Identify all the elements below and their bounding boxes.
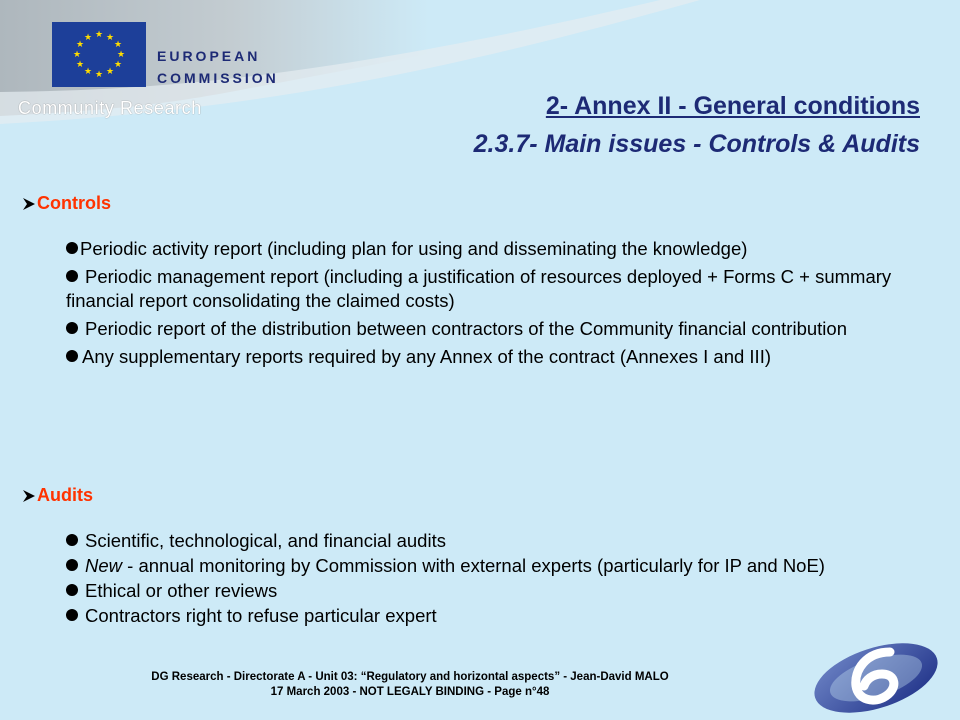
arrow-bullet-icon bbox=[22, 489, 36, 503]
list-item: Periodic report of the distribution between contractors of the Community financial contribution bbox=[66, 317, 928, 341]
new-label: New bbox=[85, 555, 123, 576]
list-item: Scientific, technological, and financial audits bbox=[66, 529, 928, 553]
controls-list bbox=[66, 237, 928, 369]
svg-text:★: ★ bbox=[83, 33, 93, 43]
bullet-icon bbox=[66, 584, 78, 596]
svg-text:★: ★ bbox=[105, 33, 115, 43]
fp6-logo-icon bbox=[808, 638, 944, 714]
logo-text-european: EUROPEAN bbox=[157, 48, 261, 64]
list-item: Ethical or other reviews bbox=[66, 579, 928, 603]
slide-subtitle: 2.3.7- Main issues - Controls & Audits bbox=[473, 130, 920, 158]
audits-heading-text: Audits bbox=[37, 485, 93, 505]
bullet-icon bbox=[66, 534, 78, 546]
svg-text:★: ★ bbox=[75, 60, 85, 70]
svg-text:★: ★ bbox=[83, 67, 93, 77]
list-item: Periodic activity report (including plan for using and disseminating the knowledge) bbox=[66, 237, 928, 261]
svg-text:★: ★ bbox=[113, 40, 123, 50]
audits-heading bbox=[22, 485, 93, 506]
bullet-icon bbox=[66, 609, 78, 621]
svg-text:★: ★ bbox=[94, 70, 104, 80]
bullet-icon bbox=[66, 350, 78, 362]
svg-text:★: ★ bbox=[75, 40, 85, 50]
eu-flag-logo bbox=[52, 22, 146, 87]
bullet-icon bbox=[66, 559, 78, 571]
svg-text:★: ★ bbox=[113, 60, 123, 70]
arrow-bullet-icon bbox=[22, 197, 36, 211]
svg-text:★: ★ bbox=[105, 67, 115, 77]
logo-text-commission: COMMISSION bbox=[157, 70, 279, 86]
footer-line-1: DG Research - Directorate A - Unit 03: “Regulatory and horizontal aspects” - Jean-David MALO bbox=[151, 671, 669, 683]
audits-list bbox=[66, 529, 928, 628]
list-item: Any supplementary reports required by any Annex of the contract (Annexes I and III) bbox=[66, 345, 928, 369]
slide-title: 2- Annex II - General conditions bbox=[545, 92, 920, 120]
svg-text:★: ★ bbox=[94, 30, 104, 40]
controls-heading-text: Controls bbox=[37, 193, 111, 213]
svg-text:★: ★ bbox=[72, 50, 82, 60]
bullet-icon bbox=[66, 322, 78, 334]
list-item: Periodic management report (including a justification of resources deployed + Forms C + summary financial report consolidating the claimed costs) bbox=[66, 266, 892, 311]
community-research-label: Community Research bbox=[18, 98, 202, 118]
list-item: New - annual monitoring by Commission with external experts (particularly for IP and NoE) bbox=[66, 554, 928, 578]
svg-text:★: ★ bbox=[116, 50, 126, 60]
list-item: Contractors right to refuse particular expert bbox=[66, 604, 928, 628]
controls-heading bbox=[22, 193, 111, 214]
footer-line-2: 17 March 2003 - NOT LEGALY BINDING - Page n°48 bbox=[270, 686, 550, 698]
bullet-icon bbox=[66, 242, 78, 254]
bullet-icon bbox=[66, 270, 78, 282]
